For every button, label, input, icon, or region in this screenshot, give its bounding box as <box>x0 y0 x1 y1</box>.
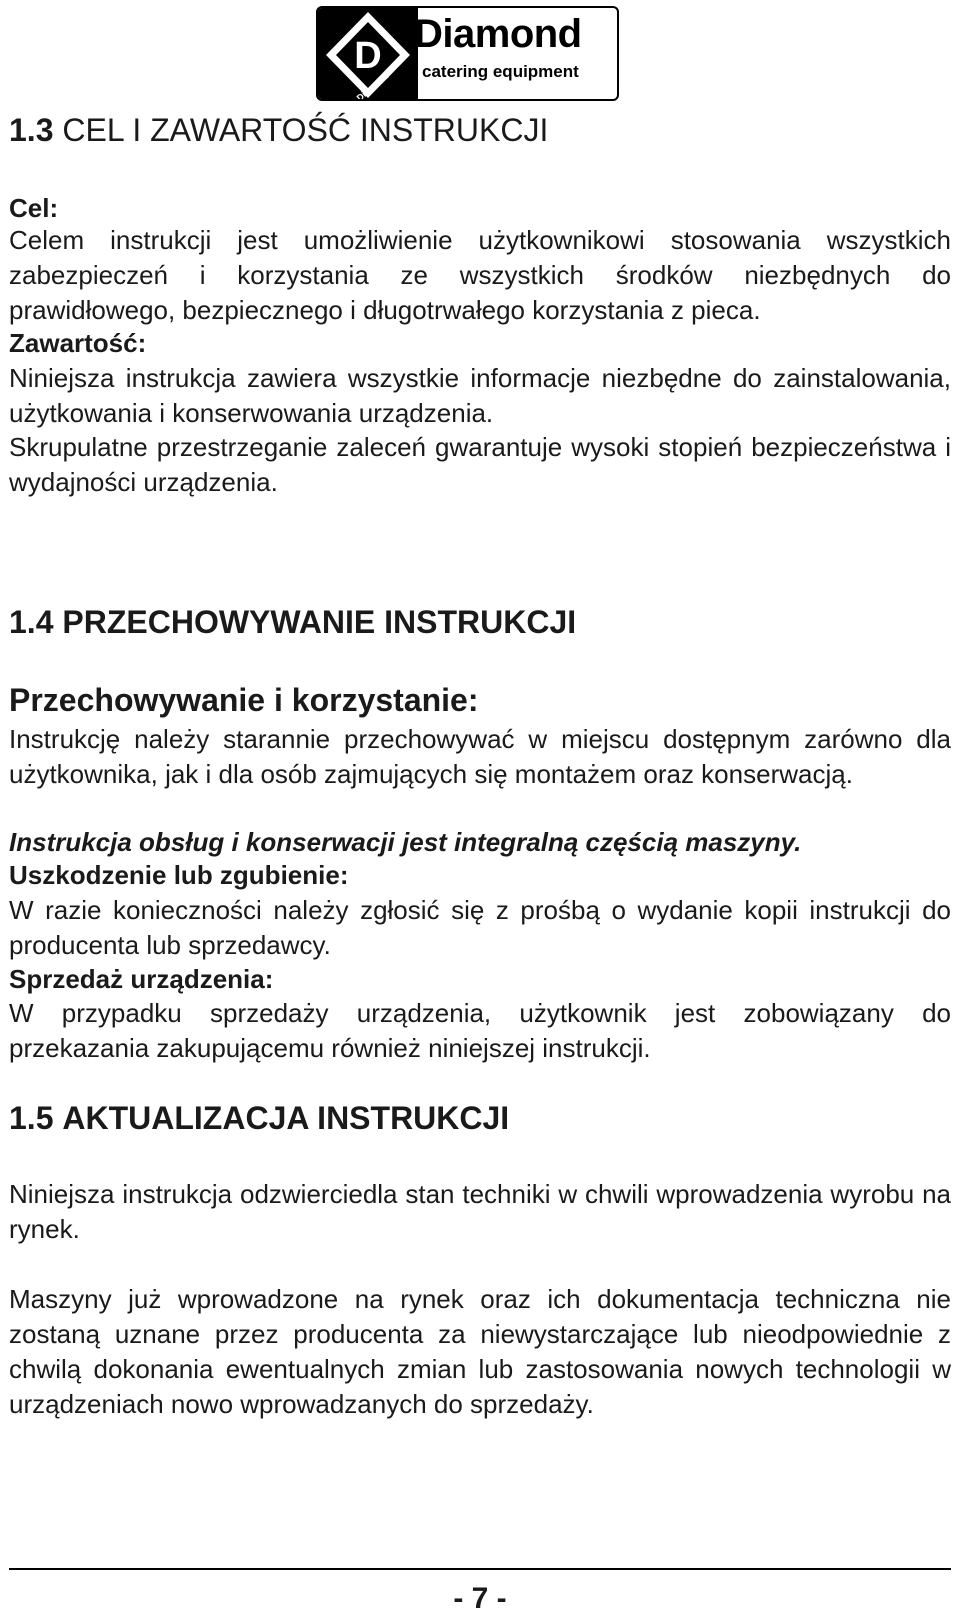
section-title: CEL I ZAWARTOŚĆ INSTRUKCJI <box>62 112 549 148</box>
przechowywanie-paragraph: Instrukcję należy starannie przechowywać w miejscu dostępnym zarówno dla użytkownika, jak i dla osób zajmujących się montażem oraz konserwacją. <box>9 724 951 789</box>
zawartosc-label: Zawartość: <box>9 328 147 358</box>
skrupulatne-paragraph: Skrupulatne przestrzeganie zaleceń gwarantuje wysoki stopień bezpieczeństwa i wydajności urządzenia. <box>9 432 951 497</box>
uszkodzenie-paragraph: W razie konieczności należy zgłosić się z prośbą o wydanie kopii instrukcji do producenta lub sprzedawcy. <box>9 895 951 960</box>
uszkodzenie-label: Uszkodzenie lub zgubienie: <box>9 860 349 890</box>
logo-brand: Diamond <box>414 12 582 56</box>
przechowywanie-subheading: Przechowywanie i korzystanie: <box>9 682 479 718</box>
sprzedaz-paragraph: W przypadku sprzedaży urządzenia, użytkownik jest zobowiązany do przekazania zakupującemu również niniejszej instrukcji. <box>9 998 951 1063</box>
page-number: - 7 - <box>453 1582 507 1615</box>
section-title: PRZECHOWYWANIE INSTRUKCJI <box>62 604 577 640</box>
section-1-3-heading <box>9 112 548 149</box>
logo-mark-text: Diamond <box>354 70 391 103</box>
section-title: AKTUALIZACJA INSTRUKCJI <box>62 1100 510 1136</box>
section-number: 1.4 <box>9 604 54 640</box>
cel-label: Cel: <box>9 193 59 223</box>
sprzedaz-label: Sprzedaż urządzenia: <box>9 964 274 994</box>
section-1-4-heading <box>9 604 576 641</box>
section-number: 1.3 <box>9 112 54 148</box>
logo-subtitle: catering equipment <box>422 62 579 81</box>
aktualizacja-paragraph-1: Niniejsza instrukcja odzwierciedla stan techniki w chwili wprowadzenia wyrobu na rynek. <box>9 1179 951 1244</box>
section-number: 1.5 <box>9 1100 54 1136</box>
logo-mark-letter: D <box>354 35 382 77</box>
zawartosc-paragraph: Niniejsza instrukcja zawiera wszystkie informacje niezbędne do zainstalowania, użytkowania i konserwowania urządzenia. <box>9 363 951 428</box>
brand-logo <box>316 6 619 101</box>
footer-divider <box>9 1568 951 1570</box>
section-1-5-heading <box>9 1100 509 1137</box>
aktualizacja-paragraph-2: Maszyny już wprowadzone na rynek oraz ich dokumentacja techniczna nie zostaną uznane przez producenta za niewystarczające lub nieodpowiednie z chwilą dokonania ewentualnych zmian lub zastosowania nowych technologii w urządzeniach nowo wprowadzanych do sprzedaży. <box>9 1284 951 1419</box>
diamond-logo-icon <box>318 8 418 101</box>
cel-paragraph: Celem instrukcji jest umożliwienie użytkownikowi stosowania wszystkich zabezpieczeń i korzystania ze wszystkich środków niezbędnych do prawidłowego, bezpiecznego i długotrwałego korzystania z pieca. <box>9 225 951 325</box>
integral-note: Instrukcja obsług i konserwacji jest integralną częścią maszyny. <box>9 827 802 857</box>
